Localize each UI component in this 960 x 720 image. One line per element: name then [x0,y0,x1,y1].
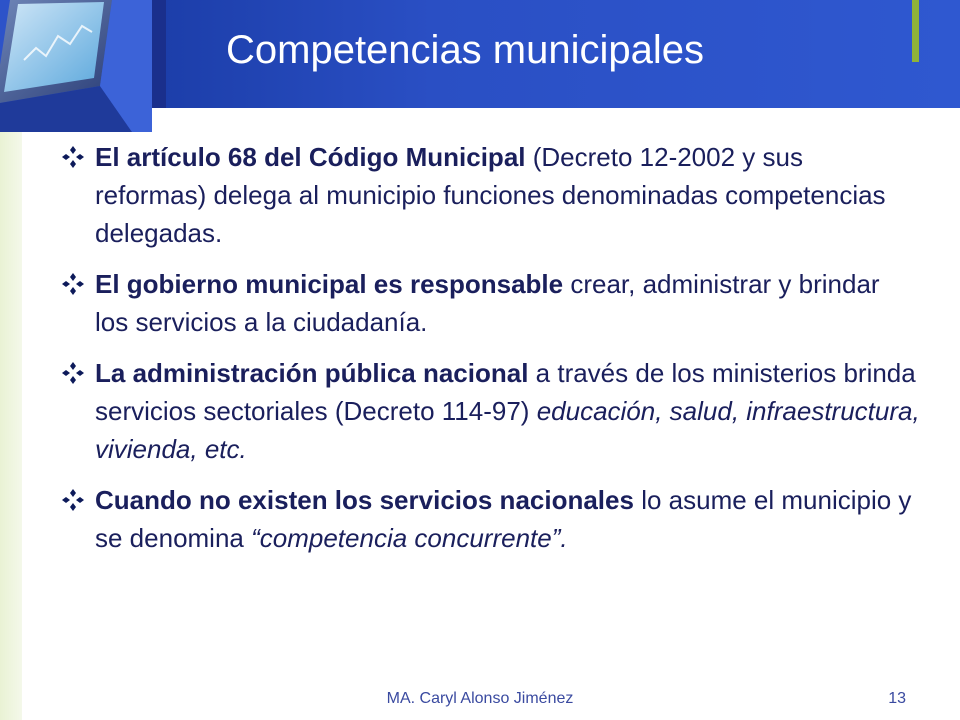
green-accent-bar [912,0,919,62]
four-diamond-icon [61,361,85,385]
four-diamond-icon [61,488,85,512]
footer-author: MA. Caryl Alonso Jiménez [386,690,574,707]
bullet-bold-text: El gobierno municipal es responsable [95,269,564,299]
header-accent-bar [152,0,166,108]
computer-monitor-icon [0,0,152,132]
bullet-bold-text: Cuando no existen los servicios nacionales [95,485,634,515]
bullet-text: (Decreto 12-2002 y sus reformas) delega al municipio funciones denominadas competencias delegadas. [95,142,886,248]
left-decorative-strip [0,132,22,720]
bullet-bold-text: El artículo 68 del Código Municipal [95,142,526,172]
four-diamond-icon [61,145,85,169]
bullet-item [60,265,920,341]
bullet-item [60,138,920,252]
four-diamond-icon [61,272,85,296]
page-number: 13 [888,690,906,707]
bullet-text: crear, administrar y brindar los servicios a la ciudadanía. [95,269,880,337]
bullet-italic-text: “competencia concurrente”. [251,523,568,553]
bullet-item [60,481,920,557]
page-title: Competencias municipales [226,28,705,72]
bullet-text: lo asume el municipio y se denomina [95,485,912,553]
bullet-item [60,354,920,468]
bullet-bold-text: La administración pública nacional [95,358,529,388]
bullet-list [60,138,920,570]
bullet-text: a través de los ministerios brinda servicios sectoriales (Decreto 114-97) [95,358,916,426]
bullet-italic-text: educación, salud, infraestructura, vivienda, etc. [95,396,920,464]
